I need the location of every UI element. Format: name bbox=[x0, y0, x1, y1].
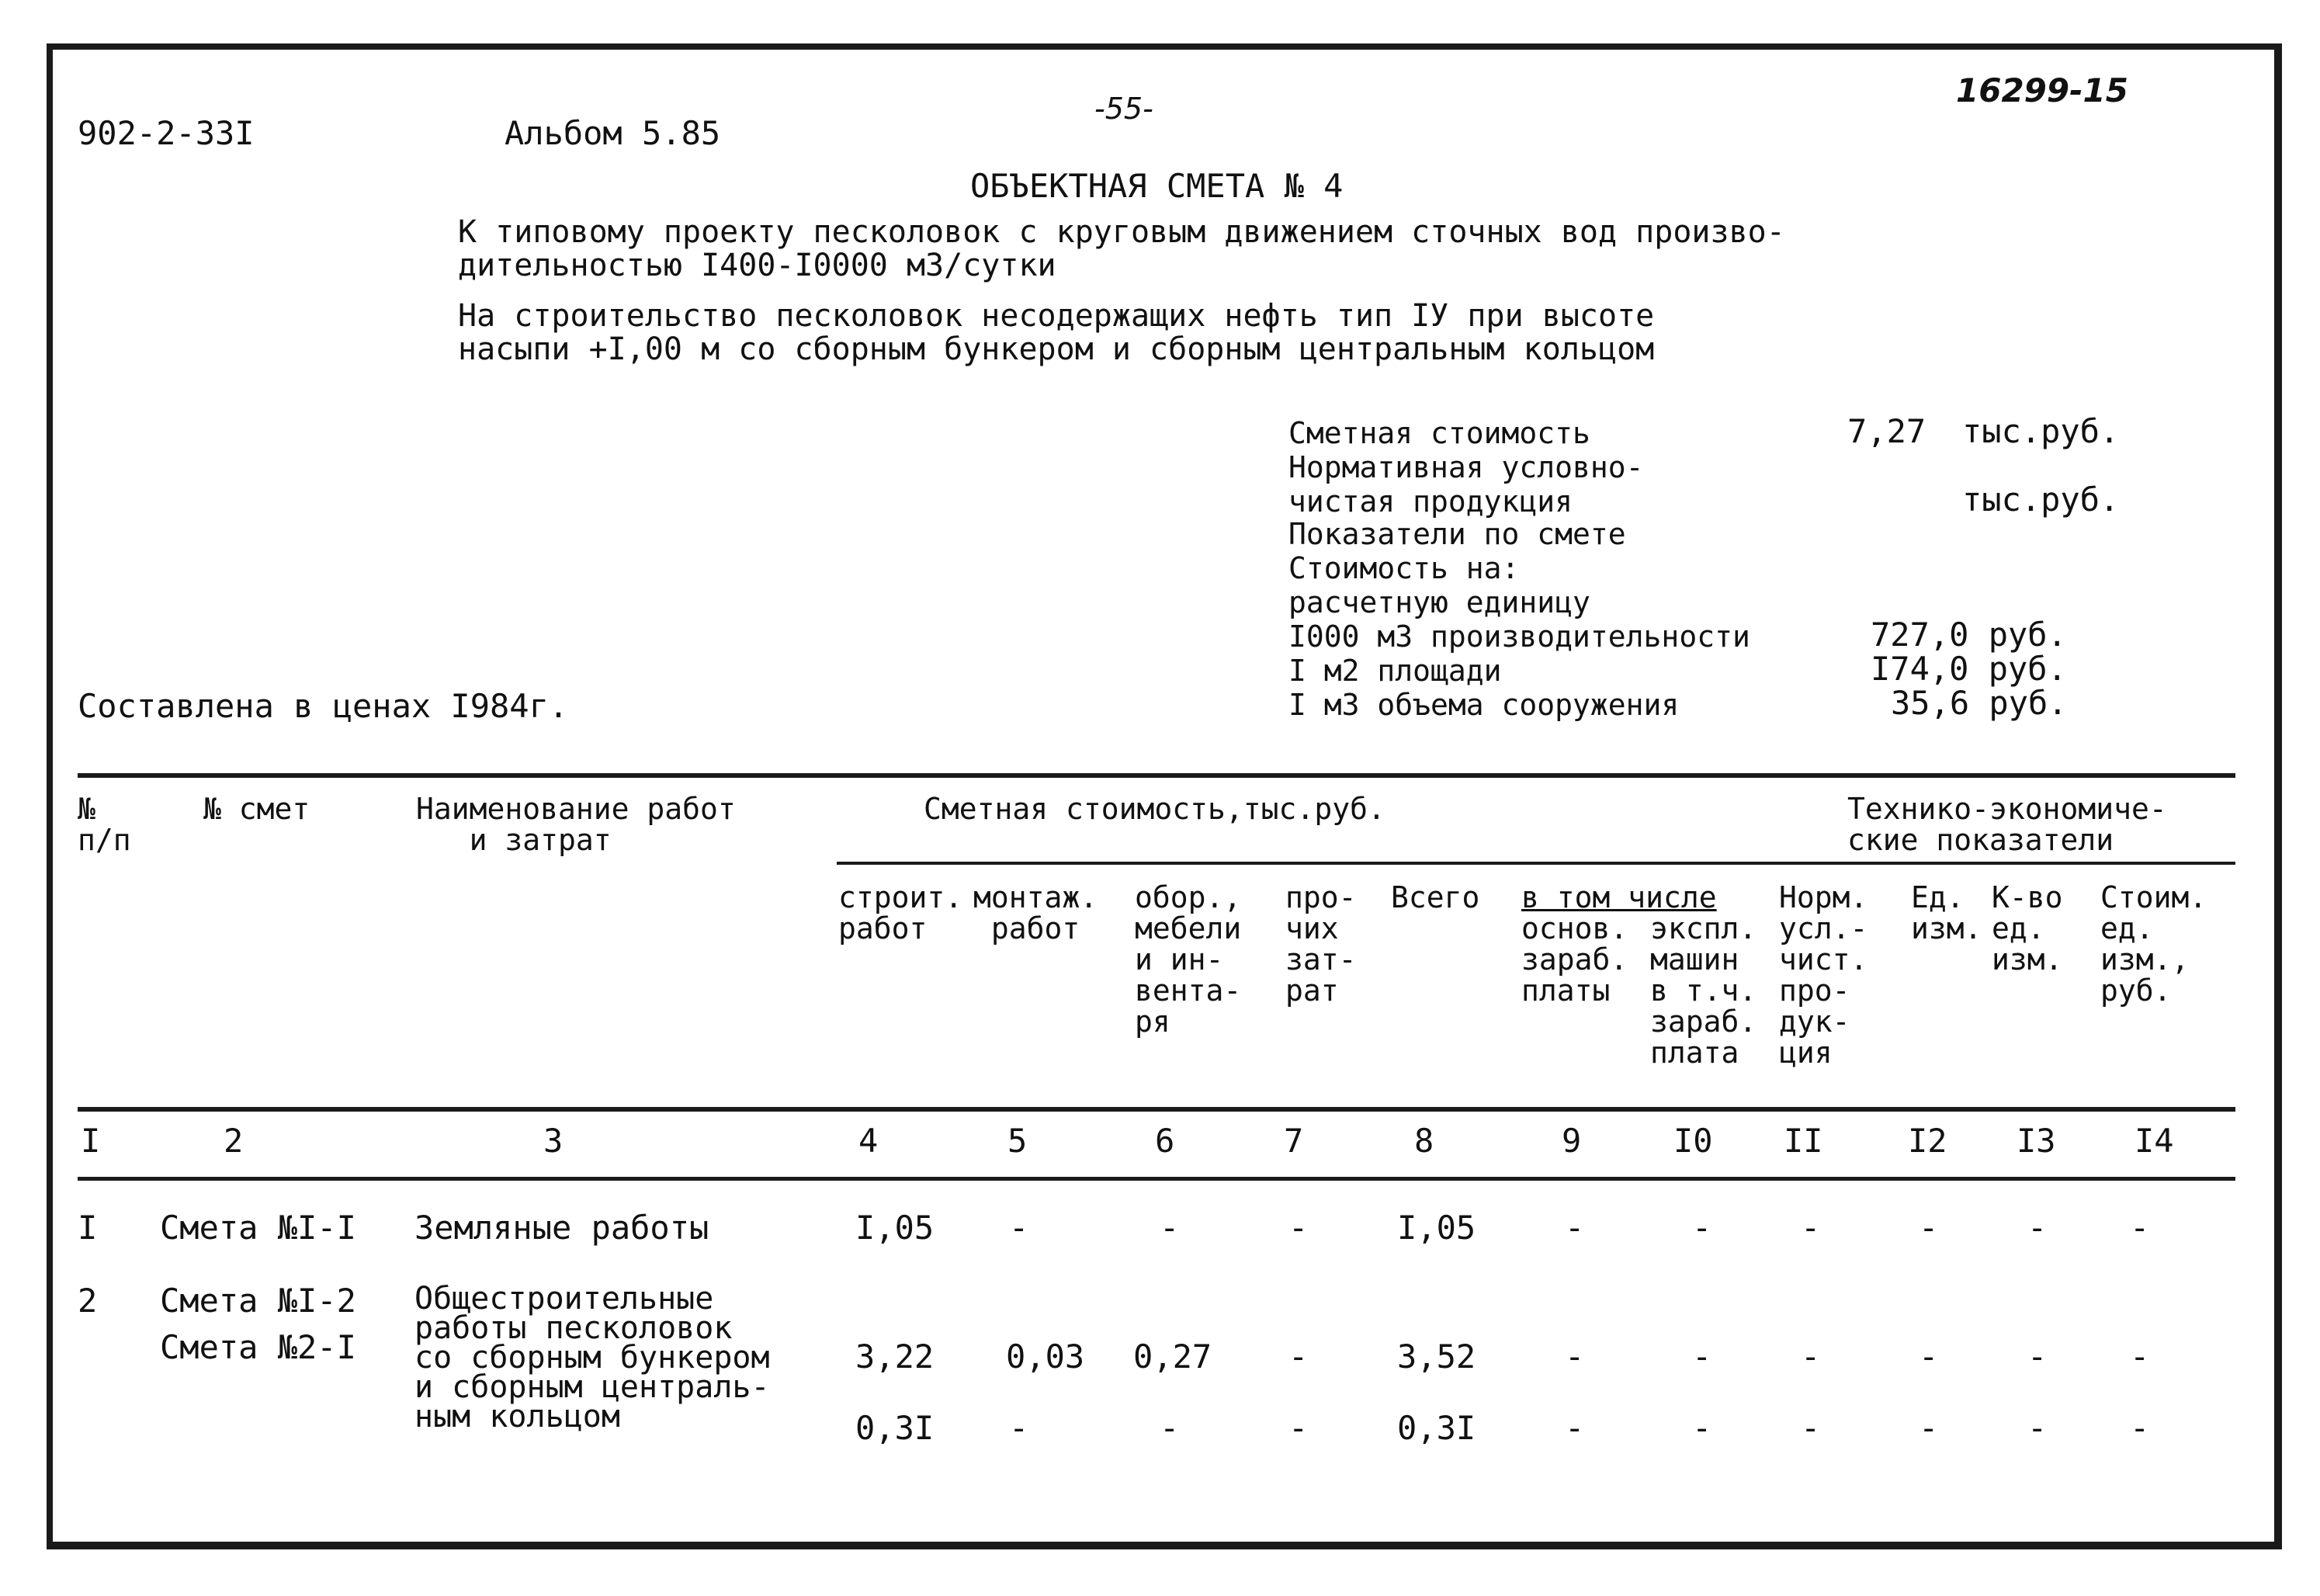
unit: - bbox=[1919, 1209, 1939, 1247]
prices-note: Составлена в ценах I984г. bbox=[78, 687, 569, 725]
col-number: I3 bbox=[2017, 1122, 2056, 1160]
header-quantity: К-во ед. изм. bbox=[1992, 880, 2063, 977]
equipment-cost: 0,27 bbox=[1133, 1338, 1212, 1376]
document-title: ОБЪЕКТНАЯ СМЕТА № 4 bbox=[970, 167, 1344, 205]
header-machinery: экспл. машин в т.ч. зараб. плата bbox=[1650, 911, 1757, 1070]
machinery: - bbox=[1692, 1338, 1712, 1376]
quantity-2: - bbox=[2027, 1409, 2048, 1447]
per-capacity-label: I000 м3 производительности bbox=[1288, 619, 1750, 654]
col-number: 6 bbox=[1155, 1122, 1175, 1160]
col-number: II bbox=[1784, 1122, 1823, 1160]
header-norm-product: Норм. усл.- чист. про- дук- ция bbox=[1779, 880, 1868, 1070]
total-cost: 3,52 bbox=[1397, 1338, 1476, 1376]
estimate-ref-2: Смета №2-I bbox=[160, 1328, 356, 1366]
installation-cost: 0,03 bbox=[1006, 1338, 1085, 1376]
col-number: 3 bbox=[543, 1122, 564, 1160]
unit: - bbox=[1919, 1338, 1939, 1376]
estimate-ref: Смета №I-2 bbox=[160, 1282, 356, 1320]
construction-cost-2: 0,3I bbox=[855, 1409, 935, 1447]
row-number: 2 bbox=[78, 1282, 98, 1320]
other-cost: - bbox=[1288, 1338, 1309, 1376]
header-bottom-rule bbox=[78, 1107, 2235, 1112]
col-number: 4 bbox=[858, 1122, 879, 1160]
col-number: 7 bbox=[1284, 1122, 1304, 1160]
header-including: в том числе bbox=[1521, 880, 1717, 914]
quantity: - bbox=[2027, 1338, 2048, 1376]
col-number: I bbox=[81, 1122, 101, 1160]
col-number: I2 bbox=[1908, 1122, 1947, 1160]
col-number: 9 bbox=[1562, 1122, 1582, 1160]
other-cost-2: - bbox=[1288, 1409, 1309, 1447]
header-unit-cost: Стоим. ед. изм., руб. bbox=[2100, 880, 2207, 1008]
indicators-label: Показатели по смете bbox=[1288, 517, 1626, 551]
norm-product: - bbox=[1801, 1209, 1821, 1247]
page-number: -55- bbox=[1094, 92, 1153, 126]
header-other: про- чих зат- рат bbox=[1285, 880, 1357, 1008]
cost-label: Сметная стоимость bbox=[1288, 416, 1590, 450]
norm-product: - bbox=[1801, 1338, 1821, 1376]
description-line-3: На строительство песколовок несодержащих нефть тип IУ при высоте bbox=[458, 298, 1655, 334]
norm-product-2: - bbox=[1801, 1409, 1821, 1447]
unit-label: расчетную единицу bbox=[1288, 585, 1590, 619]
unit-cost-2: - bbox=[2130, 1409, 2150, 1447]
header-tech-group: Технико-экономиче- ские показатели bbox=[1847, 792, 2167, 857]
cost-per-label: Стоимость на: bbox=[1288, 551, 1520, 585]
unit-cost: - bbox=[2130, 1209, 2150, 1247]
per-area-value: I74,0 руб. bbox=[1871, 650, 2067, 688]
equipment-cost-2: - bbox=[1160, 1409, 1180, 1447]
cost-value: 7,27 bbox=[1847, 412, 1926, 450]
equipment-cost: - bbox=[1160, 1209, 1180, 1247]
header-equipment: обор., мебели и ин- вента- ря bbox=[1135, 880, 1242, 1039]
work-name: Земляные работы bbox=[414, 1209, 709, 1247]
description-line-2: дительностью I400-I0000 м3/сутки bbox=[458, 248, 1056, 283]
base-wages-2: - bbox=[1565, 1409, 1585, 1447]
col-number: 2 bbox=[224, 1122, 244, 1160]
per-volume-value: 35,6 руб. bbox=[1891, 684, 2068, 722]
construction-cost: I,05 bbox=[855, 1209, 935, 1247]
header-estimate: № смет bbox=[203, 792, 310, 826]
norm-label-1: Нормативная условно- bbox=[1288, 450, 1644, 484]
header-total: Всего bbox=[1391, 880, 1480, 914]
estimate-ref: Смета №I-I bbox=[160, 1209, 356, 1247]
norm-label-2: чистая продукция bbox=[1288, 484, 1573, 519]
per-capacity-value: 727,0 руб. bbox=[1871, 616, 2067, 654]
norm-unit: тыс.руб. bbox=[1962, 481, 2120, 519]
header-base-wages: основ. зараб. платы bbox=[1521, 911, 1628, 1008]
table-top-rule bbox=[78, 773, 2235, 778]
project-description bbox=[458, 216, 1785, 366]
installation-cost-2: - bbox=[1009, 1409, 1029, 1447]
description-line-1: К типовому проекту песколовок с круговым движением сточных вод произво- bbox=[458, 214, 1785, 250]
project-code: 902-2-33I bbox=[78, 114, 255, 152]
base-wages: - bbox=[1565, 1209, 1585, 1247]
quantity: - bbox=[2027, 1209, 2048, 1247]
row-number: I bbox=[78, 1209, 98, 1247]
album-label: Альбом 5.85 bbox=[505, 114, 721, 152]
description-line-4: насыпи +I,00 м со сборным бункером и сборным центральным кольцом bbox=[458, 331, 1655, 367]
cost-group-rule bbox=[837, 862, 2235, 865]
header-installation: монтаж. работ bbox=[973, 880, 1098, 945]
machinery: - bbox=[1692, 1209, 1712, 1247]
column-number-rule bbox=[78, 1177, 2235, 1181]
other-cost: - bbox=[1288, 1209, 1309, 1247]
total-cost: I,05 bbox=[1397, 1209, 1476, 1247]
header-name: Наименование работ и затрат bbox=[416, 792, 736, 857]
header-construction: строит. работ bbox=[838, 880, 963, 945]
machinery-2: - bbox=[1692, 1409, 1712, 1447]
header-cost-group: Сметная стоимость,тыс.руб. bbox=[924, 792, 1385, 826]
col-number: I4 bbox=[2134, 1122, 2174, 1160]
construction-cost: 3,22 bbox=[855, 1338, 935, 1376]
base-wages: - bbox=[1565, 1338, 1585, 1376]
cost-unit: тыс.руб. bbox=[1962, 412, 2120, 450]
unit-2: - bbox=[1919, 1409, 1939, 1447]
total-cost-2: 0,3I bbox=[1397, 1409, 1476, 1447]
per-volume-label: I м3 объема сооружения bbox=[1288, 688, 1680, 722]
document-number: 16299-15 bbox=[1956, 71, 2128, 109]
unit-cost: - bbox=[2130, 1338, 2150, 1376]
col-number: 8 bbox=[1414, 1122, 1434, 1160]
installation-cost: - bbox=[1009, 1209, 1029, 1247]
col-number: 5 bbox=[1007, 1122, 1028, 1160]
col-number: I0 bbox=[1673, 1122, 1713, 1160]
header-unit: Ед. изм. bbox=[1911, 880, 1982, 945]
work-name: Общестроительные работы песколовок со сборным бункером и сборным централь- ным кольцом bbox=[414, 1281, 770, 1435]
header-num: № п/п bbox=[78, 792, 131, 857]
per-area-label: I м2 площади bbox=[1288, 654, 1502, 688]
